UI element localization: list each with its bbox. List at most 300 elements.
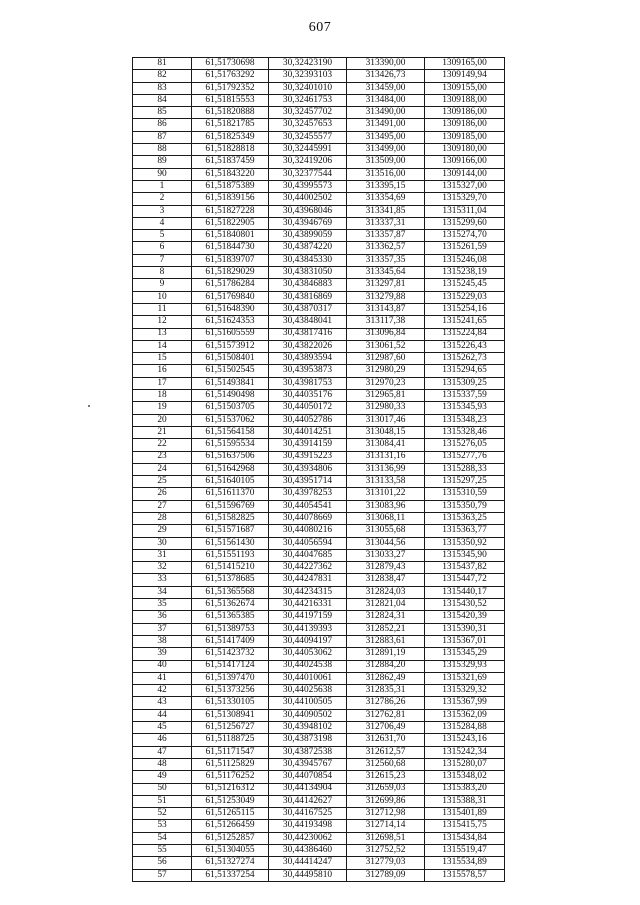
longitude-cell: 30,44234315 xyxy=(269,586,347,598)
longitude-cell: 30,43951714 xyxy=(269,476,347,488)
point-number-cell: 46 xyxy=(133,734,192,746)
point-number-cell: 8 xyxy=(133,267,192,279)
x-coordinate-cell: 313509,00 xyxy=(347,156,425,168)
longitude-cell: 30,43981753 xyxy=(269,377,347,389)
y-coordinate-cell: 1315519,47 xyxy=(425,845,505,857)
point-number-cell: 50 xyxy=(133,783,192,795)
x-coordinate-cell: 312852,21 xyxy=(347,623,425,635)
table-row xyxy=(133,746,505,758)
point-number-cell: 40 xyxy=(133,660,192,672)
x-coordinate-cell: 312789,09 xyxy=(347,869,425,881)
longitude-cell: 30,43846883 xyxy=(269,279,347,291)
longitude-cell: 30,44050172 xyxy=(269,402,347,414)
y-coordinate-cell: 1315328,46 xyxy=(425,426,505,438)
table-row xyxy=(133,377,505,389)
x-coordinate-cell: 312824,03 xyxy=(347,586,425,598)
longitude-cell: 30,32377544 xyxy=(269,168,347,180)
latitude-cell: 61,51373256 xyxy=(192,685,269,697)
table-row xyxy=(133,574,505,586)
point-number-cell: 6 xyxy=(133,242,192,254)
table-row xyxy=(133,414,505,426)
longitude-cell: 30,44010061 xyxy=(269,672,347,684)
table-row xyxy=(133,648,505,660)
table-row xyxy=(133,463,505,475)
longitude-cell: 30,44139393 xyxy=(269,623,347,635)
table-row xyxy=(133,267,505,279)
y-coordinate-cell: 1309155,00 xyxy=(425,82,505,94)
x-coordinate-cell: 312835,31 xyxy=(347,685,425,697)
table-row xyxy=(133,857,505,869)
y-coordinate-cell: 1309188,00 xyxy=(425,94,505,106)
x-coordinate-cell: 312786,26 xyxy=(347,697,425,709)
x-coordinate-cell: 313341,85 xyxy=(347,205,425,217)
x-coordinate-cell: 312965,81 xyxy=(347,390,425,402)
longitude-cell: 30,43914159 xyxy=(269,439,347,451)
table-row xyxy=(133,390,505,402)
point-number-cell: 7 xyxy=(133,254,192,266)
x-coordinate-cell: 313068,11 xyxy=(347,512,425,524)
x-coordinate-cell: 313117,38 xyxy=(347,316,425,328)
point-number-cell: 3 xyxy=(133,205,192,217)
latitude-cell: 61,51825349 xyxy=(192,131,269,143)
y-coordinate-cell: 1309186,00 xyxy=(425,119,505,131)
longitude-cell: 30,44495810 xyxy=(269,869,347,881)
latitude-cell: 61,51564158 xyxy=(192,426,269,438)
longitude-cell: 30,32423190 xyxy=(269,58,347,70)
latitude-cell: 61,51378685 xyxy=(192,574,269,586)
latitude-cell: 61,51827228 xyxy=(192,205,269,217)
point-number-cell: 45 xyxy=(133,722,192,734)
latitude-cell: 61,51769840 xyxy=(192,291,269,303)
x-coordinate-cell: 313133,58 xyxy=(347,476,425,488)
y-coordinate-cell: 1315534,89 xyxy=(425,857,505,869)
longitude-cell: 30,32457702 xyxy=(269,107,347,119)
x-coordinate-cell: 312762,81 xyxy=(347,709,425,721)
x-coordinate-cell: 313354,69 xyxy=(347,193,425,205)
latitude-cell: 61,51605559 xyxy=(192,328,269,340)
table-row xyxy=(133,156,505,168)
table-row xyxy=(133,672,505,684)
longitude-cell: 30,44386460 xyxy=(269,845,347,857)
table-row xyxy=(133,168,505,180)
table-row xyxy=(133,488,505,500)
y-coordinate-cell: 1315297,25 xyxy=(425,476,505,488)
point-number-cell: 15 xyxy=(133,353,192,365)
y-coordinate-cell: 1315329,70 xyxy=(425,193,505,205)
x-coordinate-cell: 313357,35 xyxy=(347,254,425,266)
latitude-cell: 61,51423732 xyxy=(192,648,269,660)
coordinates-table xyxy=(132,57,505,882)
latitude-cell: 61,51362674 xyxy=(192,599,269,611)
longitude-cell: 30,43953873 xyxy=(269,365,347,377)
longitude-cell: 30,43915223 xyxy=(269,451,347,463)
y-coordinate-cell: 1309180,00 xyxy=(425,144,505,156)
table-row xyxy=(133,340,505,352)
point-number-cell: 43 xyxy=(133,697,192,709)
table-row xyxy=(133,303,505,315)
latitude-cell: 61,51125829 xyxy=(192,758,269,770)
y-coordinate-cell: 1315277,76 xyxy=(425,451,505,463)
table-row xyxy=(133,328,505,340)
latitude-cell: 61,51820888 xyxy=(192,107,269,119)
latitude-cell: 61,51266459 xyxy=(192,820,269,832)
x-coordinate-cell: 312987,60 xyxy=(347,353,425,365)
latitude-cell: 61,51596769 xyxy=(192,500,269,512)
latitude-cell: 61,51786284 xyxy=(192,279,269,291)
table-row xyxy=(133,537,505,549)
longitude-cell: 30,32445991 xyxy=(269,144,347,156)
latitude-cell: 61,51417409 xyxy=(192,635,269,647)
y-coordinate-cell: 1315224,84 xyxy=(425,328,505,340)
x-coordinate-cell: 312712,98 xyxy=(347,808,425,820)
point-number-cell: 23 xyxy=(133,451,192,463)
table-row xyxy=(133,402,505,414)
longitude-cell: 30,44080216 xyxy=(269,525,347,537)
point-number-cell: 83 xyxy=(133,82,192,94)
point-number-cell: 57 xyxy=(133,869,192,881)
longitude-cell: 30,44070854 xyxy=(269,771,347,783)
longitude-cell: 30,43817416 xyxy=(269,328,347,340)
point-number-cell: 1 xyxy=(133,180,192,192)
latitude-cell: 61,51792352 xyxy=(192,82,269,94)
point-number-cell: 89 xyxy=(133,156,192,168)
latitude-cell: 61,51537062 xyxy=(192,414,269,426)
longitude-cell: 30,43872538 xyxy=(269,746,347,758)
x-coordinate-cell: 313297,81 xyxy=(347,279,425,291)
longitude-cell: 30,44197159 xyxy=(269,611,347,623)
point-number-cell: 55 xyxy=(133,845,192,857)
y-coordinate-cell: 1309186,00 xyxy=(425,107,505,119)
table-row xyxy=(133,635,505,647)
latitude-cell: 61,51171547 xyxy=(192,746,269,758)
table-row xyxy=(133,316,505,328)
latitude-cell: 61,51493841 xyxy=(192,377,269,389)
table-row xyxy=(133,586,505,598)
margin-mark xyxy=(88,405,90,407)
x-coordinate-cell: 312560,68 xyxy=(347,758,425,770)
y-coordinate-cell: 1315309,25 xyxy=(425,377,505,389)
longitude-cell: 30,44035176 xyxy=(269,390,347,402)
page-number: 607 xyxy=(308,20,332,35)
longitude-cell: 30,43874220 xyxy=(269,242,347,254)
latitude-cell: 61,51216312 xyxy=(192,783,269,795)
point-number-cell: 56 xyxy=(133,857,192,869)
y-coordinate-cell: 1315327,00 xyxy=(425,180,505,192)
table-row xyxy=(133,549,505,561)
latitude-cell: 61,51571687 xyxy=(192,525,269,537)
longitude-cell: 30,32461753 xyxy=(269,94,347,106)
table-row xyxy=(133,623,505,635)
y-coordinate-cell: 1315578,57 xyxy=(425,869,505,881)
table-row xyxy=(133,795,505,807)
table-row xyxy=(133,242,505,254)
longitude-cell: 30,43845330 xyxy=(269,254,347,266)
x-coordinate-cell: 312714,14 xyxy=(347,820,425,832)
longitude-cell: 30,43870317 xyxy=(269,303,347,315)
table-row xyxy=(133,107,505,119)
point-number-cell: 26 xyxy=(133,488,192,500)
x-coordinate-cell: 312824,31 xyxy=(347,611,425,623)
table-row xyxy=(133,205,505,217)
x-coordinate-cell: 312862,49 xyxy=(347,672,425,684)
longitude-cell: 30,43946769 xyxy=(269,217,347,229)
table-row xyxy=(133,144,505,156)
latitude-cell: 61,51252857 xyxy=(192,832,269,844)
point-number-cell: 88 xyxy=(133,144,192,156)
table-row xyxy=(133,820,505,832)
latitude-cell: 61,51176252 xyxy=(192,771,269,783)
latitude-cell: 61,51763292 xyxy=(192,70,269,82)
y-coordinate-cell: 1315440,17 xyxy=(425,586,505,598)
latitude-cell: 61,51256727 xyxy=(192,722,269,734)
table-row xyxy=(133,365,505,377)
x-coordinate-cell: 313131,16 xyxy=(347,451,425,463)
latitude-cell: 61,51337254 xyxy=(192,869,269,881)
longitude-cell: 30,32401010 xyxy=(269,82,347,94)
point-number-cell: 19 xyxy=(133,402,192,414)
longitude-cell: 30,44230062 xyxy=(269,832,347,844)
point-number-cell: 84 xyxy=(133,94,192,106)
latitude-cell: 61,51265115 xyxy=(192,808,269,820)
table-row xyxy=(133,734,505,746)
x-coordinate-cell: 313143,87 xyxy=(347,303,425,315)
y-coordinate-cell: 1315321,69 xyxy=(425,672,505,684)
point-number-cell: 18 xyxy=(133,390,192,402)
latitude-cell: 61,51611370 xyxy=(192,488,269,500)
x-coordinate-cell: 312631,70 xyxy=(347,734,425,746)
longitude-cell: 30,44054541 xyxy=(269,500,347,512)
y-coordinate-cell: 1315350,92 xyxy=(425,537,505,549)
longitude-cell: 30,44090502 xyxy=(269,709,347,721)
longitude-cell: 30,44227362 xyxy=(269,562,347,574)
y-coordinate-cell: 1315243,16 xyxy=(425,734,505,746)
x-coordinate-cell: 313459,00 xyxy=(347,82,425,94)
point-number-cell: 14 xyxy=(133,340,192,352)
longitude-cell: 30,44002502 xyxy=(269,193,347,205)
x-coordinate-cell: 312615,23 xyxy=(347,771,425,783)
table-row xyxy=(133,291,505,303)
table-row xyxy=(133,217,505,229)
y-coordinate-cell: 1315401,89 xyxy=(425,808,505,820)
y-coordinate-cell: 1315383,20 xyxy=(425,783,505,795)
point-number-cell: 90 xyxy=(133,168,192,180)
y-coordinate-cell: 1315310,59 xyxy=(425,488,505,500)
longitude-cell: 30,44025638 xyxy=(269,685,347,697)
longitude-cell: 30,43968046 xyxy=(269,205,347,217)
x-coordinate-cell: 312779,03 xyxy=(347,857,425,869)
x-coordinate-cell: 313061,52 xyxy=(347,340,425,352)
point-number-cell: 48 xyxy=(133,758,192,770)
table-row xyxy=(133,70,505,82)
y-coordinate-cell: 1315420,39 xyxy=(425,611,505,623)
y-coordinate-cell: 1315329,93 xyxy=(425,660,505,672)
table-row xyxy=(133,783,505,795)
y-coordinate-cell: 1315229,03 xyxy=(425,291,505,303)
point-number-cell: 13 xyxy=(133,328,192,340)
point-number-cell: 10 xyxy=(133,291,192,303)
longitude-cell: 30,44142627 xyxy=(269,795,347,807)
longitude-cell: 30,44247831 xyxy=(269,574,347,586)
longitude-cell: 30,43873198 xyxy=(269,734,347,746)
table-row xyxy=(133,845,505,857)
point-number-cell: 42 xyxy=(133,685,192,697)
y-coordinate-cell: 1315226,43 xyxy=(425,340,505,352)
longitude-cell: 30,44193498 xyxy=(269,820,347,832)
table-row xyxy=(133,353,505,365)
latitude-cell: 61,51642968 xyxy=(192,463,269,475)
y-coordinate-cell: 1315284,88 xyxy=(425,722,505,734)
x-coordinate-cell: 313362,57 xyxy=(347,242,425,254)
table-row xyxy=(133,685,505,697)
y-coordinate-cell: 1309185,00 xyxy=(425,131,505,143)
latitude-cell: 61,51839707 xyxy=(192,254,269,266)
longitude-cell: 30,43831050 xyxy=(269,267,347,279)
table-row xyxy=(133,439,505,451)
x-coordinate-cell: 312883,61 xyxy=(347,635,425,647)
x-coordinate-cell: 312612,57 xyxy=(347,746,425,758)
point-number-cell: 33 xyxy=(133,574,192,586)
latitude-cell: 61,51327274 xyxy=(192,857,269,869)
y-coordinate-cell: 1315348,23 xyxy=(425,414,505,426)
point-number-cell: 27 xyxy=(133,500,192,512)
y-coordinate-cell: 1315329,32 xyxy=(425,685,505,697)
y-coordinate-cell: 1315242,34 xyxy=(425,746,505,758)
x-coordinate-cell: 313017,46 xyxy=(347,414,425,426)
y-coordinate-cell: 1315274,70 xyxy=(425,230,505,242)
x-coordinate-cell: 312706,49 xyxy=(347,722,425,734)
latitude-cell: 61,51822905 xyxy=(192,217,269,229)
longitude-cell: 30,44134904 xyxy=(269,783,347,795)
latitude-cell: 61,51837459 xyxy=(192,156,269,168)
latitude-cell: 61,51839156 xyxy=(192,193,269,205)
longitude-cell: 30,32455577 xyxy=(269,131,347,143)
y-coordinate-cell: 1315288,33 xyxy=(425,463,505,475)
y-coordinate-cell: 1315388,31 xyxy=(425,795,505,807)
y-coordinate-cell: 1315337,59 xyxy=(425,390,505,402)
x-coordinate-cell: 312980,33 xyxy=(347,402,425,414)
y-coordinate-cell: 1315246,08 xyxy=(425,254,505,266)
table-row xyxy=(133,525,505,537)
x-coordinate-cell: 312838,47 xyxy=(347,574,425,586)
latitude-cell: 61,51389753 xyxy=(192,623,269,635)
x-coordinate-cell: 313516,00 xyxy=(347,168,425,180)
table-row xyxy=(133,808,505,820)
table-row xyxy=(133,426,505,438)
longitude-cell: 30,44053062 xyxy=(269,648,347,660)
table-row xyxy=(133,131,505,143)
longitude-cell: 30,43978253 xyxy=(269,488,347,500)
x-coordinate-cell: 312891,19 xyxy=(347,648,425,660)
table-row xyxy=(133,476,505,488)
table-row xyxy=(133,709,505,721)
longitude-cell: 30,32457653 xyxy=(269,119,347,131)
point-number-cell: 36 xyxy=(133,611,192,623)
point-number-cell: 38 xyxy=(133,635,192,647)
x-coordinate-cell: 313491,00 xyxy=(347,119,425,131)
x-coordinate-cell: 313345,64 xyxy=(347,267,425,279)
point-number-cell: 85 xyxy=(133,107,192,119)
x-coordinate-cell: 313495,00 xyxy=(347,131,425,143)
y-coordinate-cell: 1309165,00 xyxy=(425,58,505,70)
latitude-cell: 61,51415210 xyxy=(192,562,269,574)
y-coordinate-cell: 1315390,31 xyxy=(425,623,505,635)
latitude-cell: 61,51640105 xyxy=(192,476,269,488)
y-coordinate-cell: 1315367,01 xyxy=(425,635,505,647)
point-number-cell: 17 xyxy=(133,377,192,389)
point-number-cell: 54 xyxy=(133,832,192,844)
table-row xyxy=(133,697,505,709)
longitude-cell: 30,43816869 xyxy=(269,291,347,303)
table-row xyxy=(133,771,505,783)
point-number-cell: 2 xyxy=(133,193,192,205)
latitude-cell: 61,51637506 xyxy=(192,451,269,463)
longitude-cell: 30,32419206 xyxy=(269,156,347,168)
table-row xyxy=(133,230,505,242)
longitude-cell: 30,43893594 xyxy=(269,353,347,365)
coordinates-table-body xyxy=(133,58,505,882)
y-coordinate-cell: 1315437,82 xyxy=(425,562,505,574)
table-row xyxy=(133,562,505,574)
y-coordinate-cell: 1315262,73 xyxy=(425,353,505,365)
point-number-cell: 81 xyxy=(133,58,192,70)
point-number-cell: 31 xyxy=(133,549,192,561)
latitude-cell: 61,51397470 xyxy=(192,672,269,684)
latitude-cell: 61,51624353 xyxy=(192,316,269,328)
point-number-cell: 32 xyxy=(133,562,192,574)
x-coordinate-cell: 312699,86 xyxy=(347,795,425,807)
point-number-cell: 24 xyxy=(133,463,192,475)
longitude-cell: 30,43848041 xyxy=(269,316,347,328)
latitude-cell: 61,51844730 xyxy=(192,242,269,254)
longitude-cell: 30,44024538 xyxy=(269,660,347,672)
point-number-cell: 49 xyxy=(133,771,192,783)
point-number-cell: 35 xyxy=(133,599,192,611)
y-coordinate-cell: 1315350,79 xyxy=(425,500,505,512)
y-coordinate-cell: 1315276,05 xyxy=(425,439,505,451)
y-coordinate-cell: 1315345,29 xyxy=(425,648,505,660)
table-row xyxy=(133,611,505,623)
y-coordinate-cell: 1315280,07 xyxy=(425,758,505,770)
point-number-cell: 20 xyxy=(133,414,192,426)
point-number-cell: 21 xyxy=(133,426,192,438)
table-row xyxy=(133,722,505,734)
y-coordinate-cell: 1315294,65 xyxy=(425,365,505,377)
longitude-cell: 30,44056594 xyxy=(269,537,347,549)
x-coordinate-cell: 313390,00 xyxy=(347,58,425,70)
point-number-cell: 41 xyxy=(133,672,192,684)
x-coordinate-cell: 312698,51 xyxy=(347,832,425,844)
y-coordinate-cell: 1315415,75 xyxy=(425,820,505,832)
longitude-cell: 30,44078669 xyxy=(269,512,347,524)
longitude-cell: 30,43934806 xyxy=(269,463,347,475)
x-coordinate-cell: 313499,00 xyxy=(347,144,425,156)
longitude-cell: 30,43899059 xyxy=(269,230,347,242)
latitude-cell: 61,51188725 xyxy=(192,734,269,746)
y-coordinate-cell: 1309166,00 xyxy=(425,156,505,168)
point-number-cell: 28 xyxy=(133,512,192,524)
latitude-cell: 61,51253049 xyxy=(192,795,269,807)
longitude-cell: 30,44052786 xyxy=(269,414,347,426)
y-coordinate-cell: 1315447,72 xyxy=(425,574,505,586)
latitude-cell: 61,51829029 xyxy=(192,267,269,279)
latitude-cell: 61,51815553 xyxy=(192,94,269,106)
y-coordinate-cell: 1315238,19 xyxy=(425,267,505,279)
y-coordinate-cell: 1315345,93 xyxy=(425,402,505,414)
point-number-cell: 30 xyxy=(133,537,192,549)
latitude-cell: 61,51330105 xyxy=(192,697,269,709)
latitude-cell: 61,51551193 xyxy=(192,549,269,561)
point-number-cell: 39 xyxy=(133,648,192,660)
